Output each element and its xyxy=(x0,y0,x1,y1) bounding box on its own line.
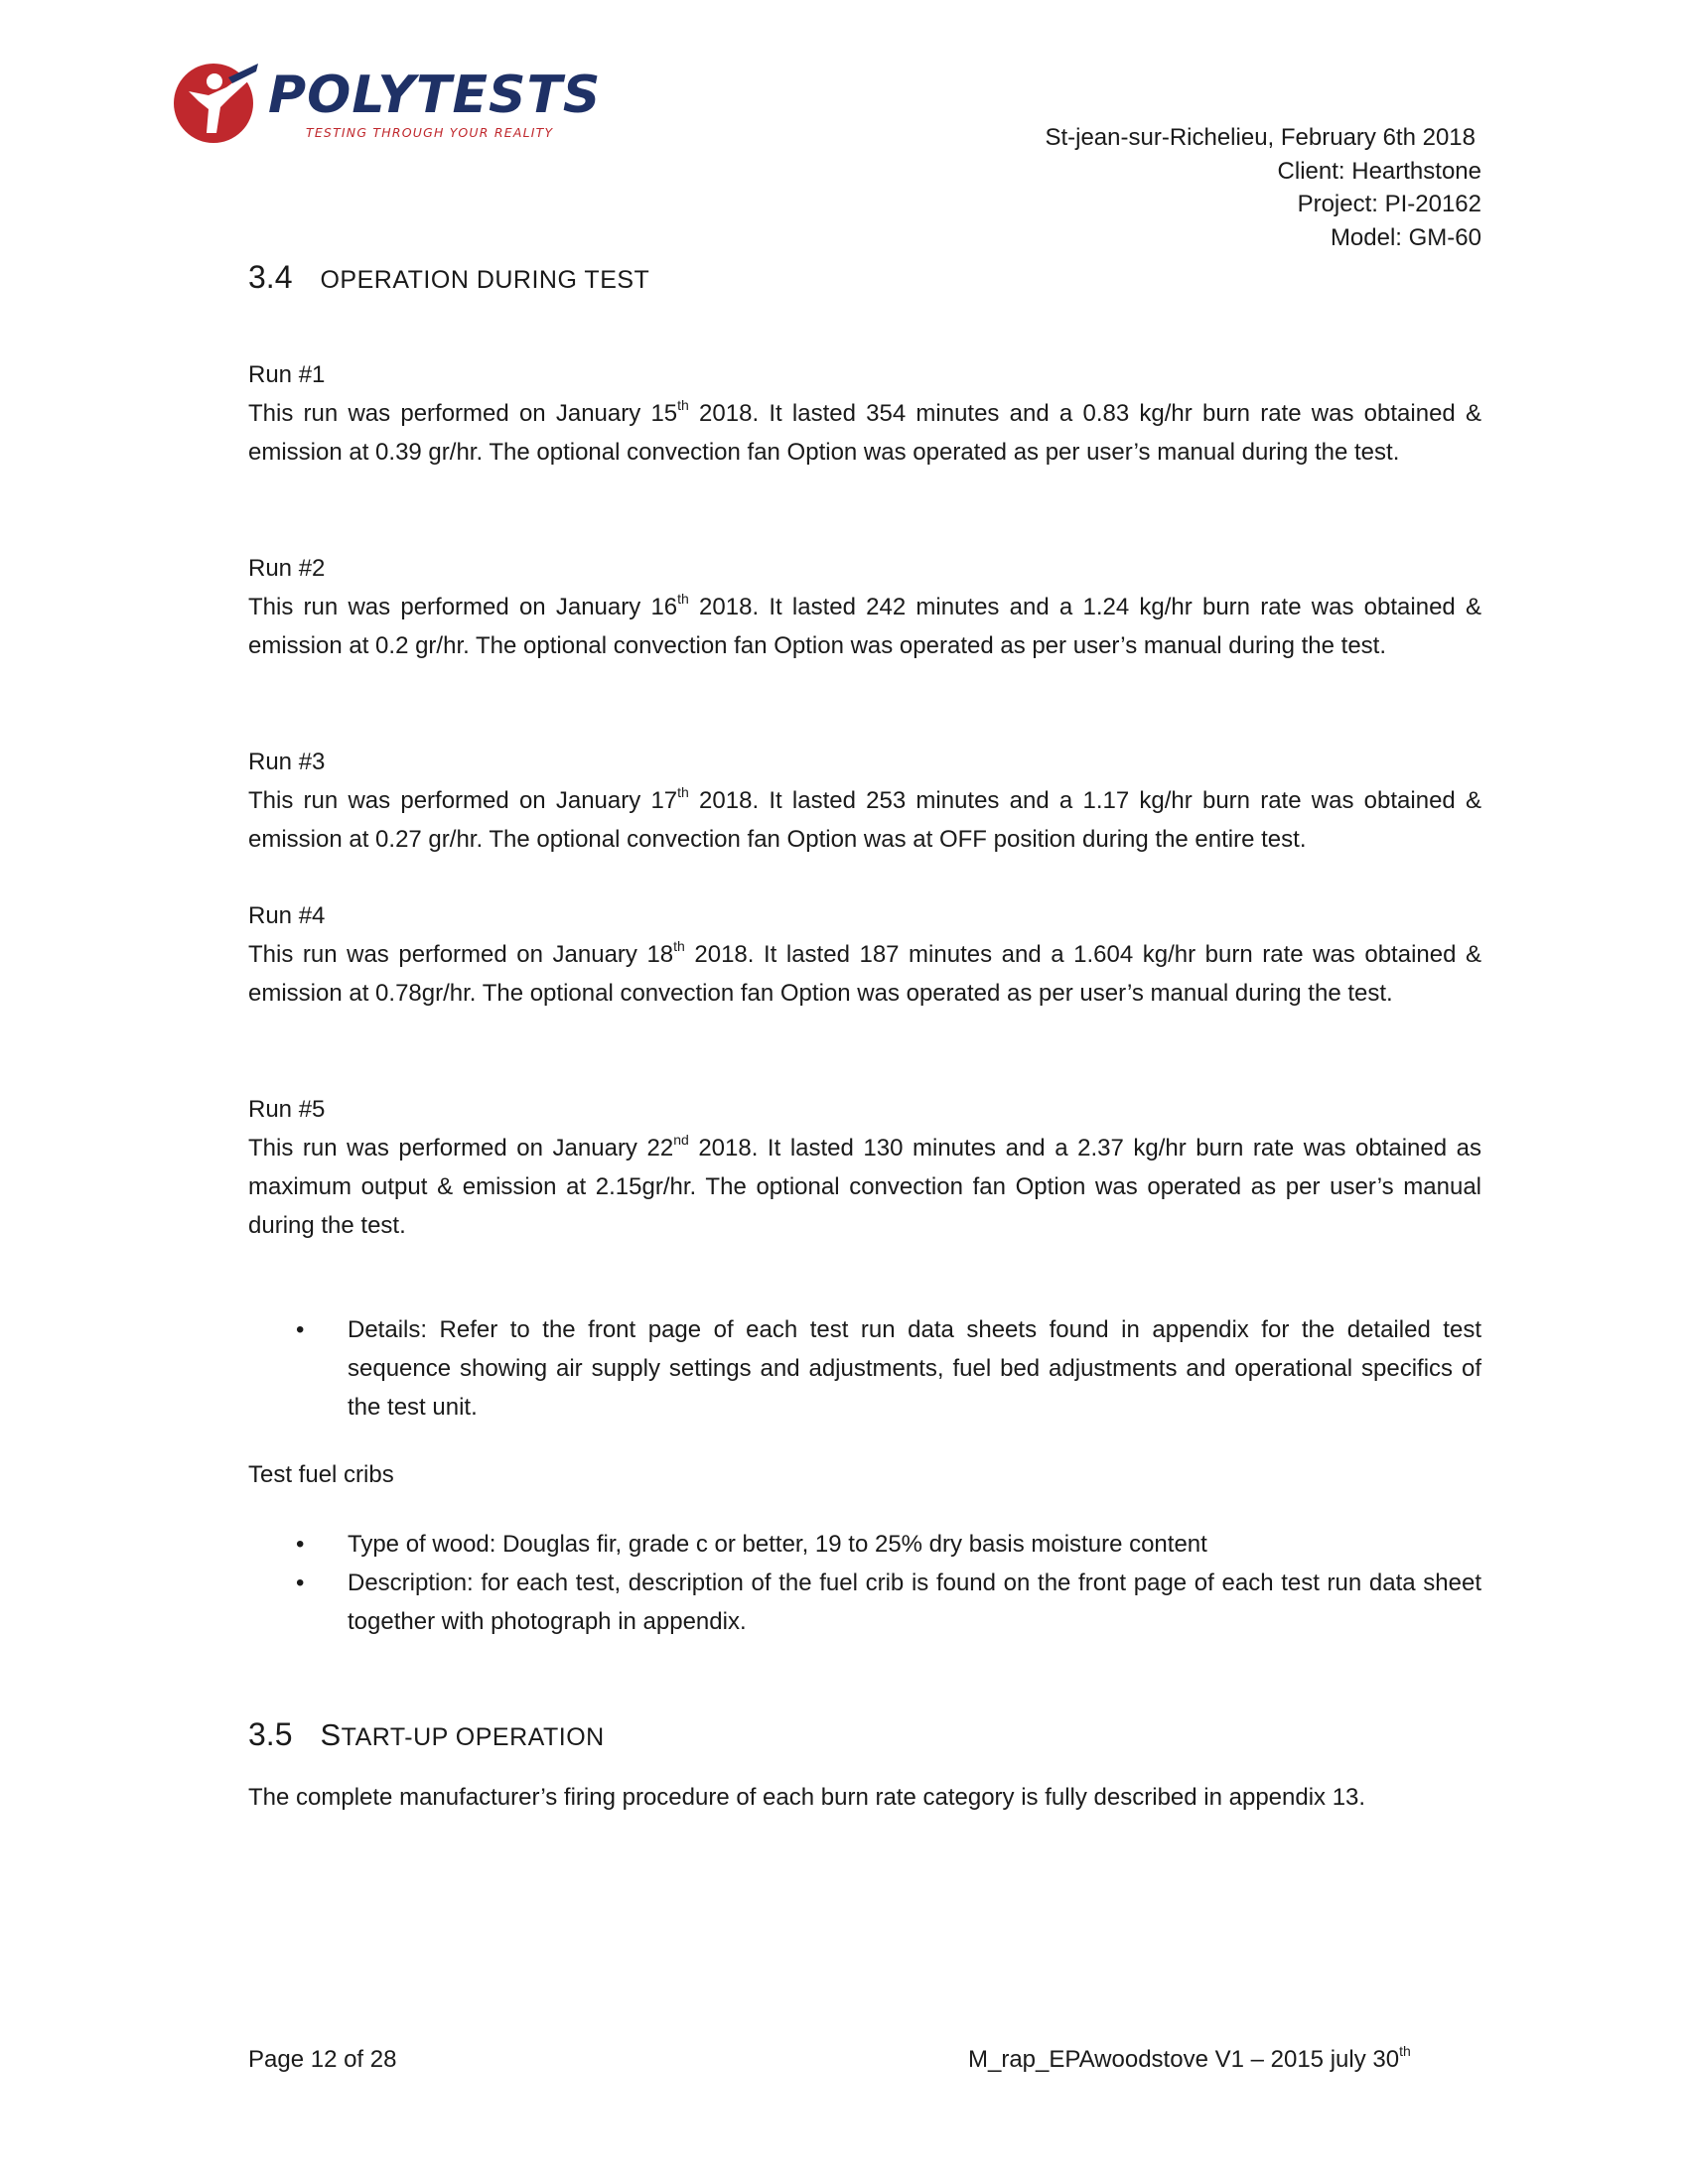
logo-wordmark: POLYTESTS xyxy=(268,66,602,125)
details-bullet-list xyxy=(248,1310,1481,1427)
project-line: Project: PI-20162 xyxy=(1297,191,1481,217)
section-number: 3.4 xyxy=(248,259,293,295)
run-description: This run was performed on January 17th 2018. It lasted 253 minutes and a 1.17 kg/hr burn rate was obtained & emission at 0.27 gr/hr. The optional convection fan Option was at OFF position during the entire test. xyxy=(248,784,1481,853)
section-title: OPERATION DURING TEST xyxy=(320,266,650,294)
section-number: 3.5 xyxy=(248,1716,293,1752)
document-header-info xyxy=(1045,121,1481,254)
logo-tagline: TESTING THROUGH YOUR REALITY xyxy=(306,125,554,140)
run-label: Run #5 xyxy=(248,1096,326,1123)
client-line: Client: Hearthstone xyxy=(1277,157,1481,185)
section-heading-3-5 xyxy=(248,1714,605,1757)
list-item: • Details: Refer to the front page of each test run data sheets found in appendix for the detailed test sequence showing air supply settings and adjustments, fuel bed adjustments and operational specifics of the test unit. xyxy=(248,1310,1481,1427)
run-label: Run #2 xyxy=(248,555,326,582)
fuel-cribs-heading-block xyxy=(248,1455,1481,1494)
run-description: This run was performed on January 16th 2018. It lasted 242 minutes and a 1.24 kg/hr burn rate was obtained & emission at 0.2 gr/hr. The optional convection fan Option was operated as per user’s manual during the test. xyxy=(248,591,1481,659)
run-block-4 xyxy=(248,896,1481,1013)
polytests-logo-icon xyxy=(169,58,263,147)
location-date: St-jean-sur-Richelieu, February 6th 2018 xyxy=(1045,124,1476,151)
bullet-icon: • xyxy=(296,1531,305,1558)
model-line: Model: GM-60 xyxy=(1330,223,1481,251)
run-block-1 xyxy=(248,355,1481,472)
run-description: This run was performed on January 22nd 2018. It lasted 130 minutes and a 2.37 kg/hr burn rate was obtained as maximum output & emission at 2.15gr/hr. The optional convection fan Option was operated as per user’s manual during the test. xyxy=(248,1132,1481,1239)
run-block-3 xyxy=(248,743,1481,859)
run-description: This run was performed on January 18th 2018. It lasted 187 minutes and a 1.604 kg/hr burn rate was obtained & emission at 0.78gr/hr. The optional convection fan Option was operated as per user’s manual during the test. xyxy=(248,938,1481,1007)
list-item: • Description: for each test, description of the fuel crib is found on the front page of each test run data sheet together with photograph in appendix. xyxy=(248,1564,1481,1641)
run-description: This run was performed on January 15th 2018. It lasted 354 minutes and a 0.83 kg/hr burn rate was obtained & emission at 0.39 gr/hr. The optional convection fan Option was operated as per user’s manual during the test. xyxy=(248,397,1481,466)
bullet-icon: • xyxy=(296,1316,305,1343)
run-block-2 xyxy=(248,549,1481,665)
fuel-cribs-bullet-list xyxy=(248,1525,1481,1641)
run-label: Run #1 xyxy=(248,361,326,388)
polytests-logo xyxy=(169,58,626,147)
section-heading-3-4 xyxy=(248,257,649,300)
run-label: Run #3 xyxy=(248,749,326,775)
fuel-cribs-heading: Test fuel cribs xyxy=(248,1461,394,1488)
section-3-5-body xyxy=(248,1778,1481,1817)
bullet-icon: • xyxy=(296,1570,305,1596)
page-number: Page 12 of 28 xyxy=(248,2046,397,2073)
list-item: • Type of wood: Douglas fir, grade c or better, 19 to 25% dry basis moisture content xyxy=(248,1525,1481,1564)
document-reference: M_rap_EPAwoodstove V1 – 2015 july 30th xyxy=(968,2043,1411,2073)
section-body-text: The complete manufacturer’s firing procedure of each burn rate category is fully described in appendix 13. xyxy=(248,1784,1366,1811)
section-title: START-UP OPERATION xyxy=(320,1717,605,1752)
run-block-5 xyxy=(248,1090,1481,1245)
run-label: Run #4 xyxy=(248,902,326,929)
